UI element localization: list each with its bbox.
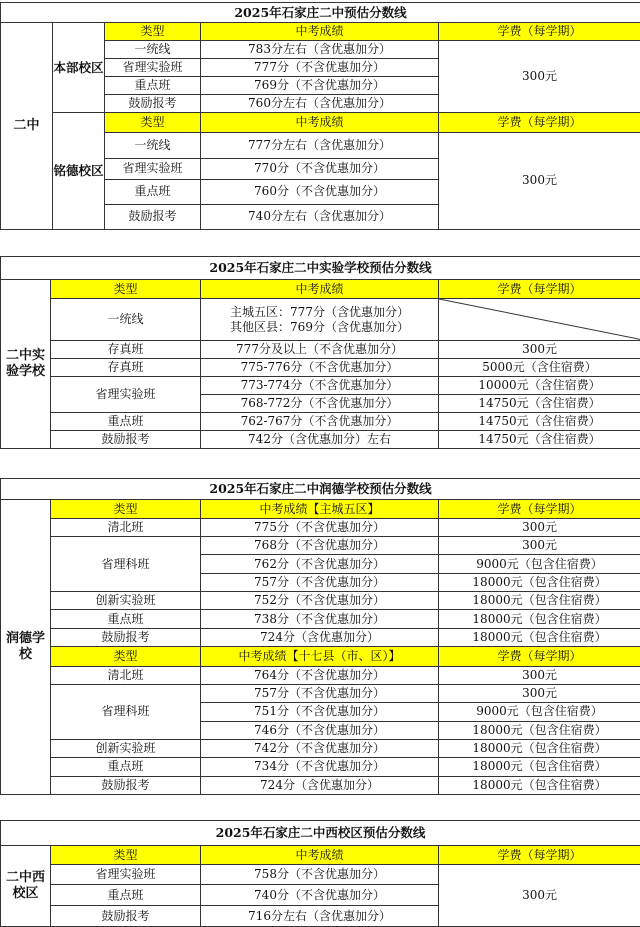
type-cell: 重点班: [51, 610, 201, 628]
type-cell: 存真班: [51, 340, 201, 358]
score-line-other-districts: 其他区县：769分（含优惠加分）: [230, 319, 409, 334]
fee-cell: 18000元（包含住宿费）: [439, 758, 640, 776]
header-score: 中考成绩: [201, 280, 439, 299]
score-cell: 757分（不含优惠加分）: [201, 684, 439, 702]
type-cell: 重点班: [105, 179, 201, 204]
score-cell: [201, 299, 439, 340]
type-cell: 一统线: [51, 299, 201, 340]
fee-cell: 10000元（含住宿费）: [439, 376, 640, 394]
score-cell: 760分左右（含优惠加分）: [201, 95, 439, 113]
header-type: 类型: [105, 113, 201, 132]
type-cell: 重点班: [105, 77, 201, 95]
score-cell: 724分（含优惠加分）: [201, 628, 439, 646]
table-runde: [0, 478, 640, 795]
type-cell: 清北班: [51, 666, 201, 684]
table-title: 2025年石家庄二中西校区预估分数线: [1, 821, 640, 846]
score-cell: 770分（不含优惠加分）: [201, 158, 439, 179]
type-cell: 鼓励报考: [105, 95, 201, 113]
table-title: 2025年石家庄二中实验学校预估分数线: [1, 257, 640, 280]
table-xixiaoqu: [0, 820, 640, 927]
score-cell: 768分（不含优惠加分）: [201, 537, 439, 555]
type-cell: 鼓励报考: [51, 628, 201, 646]
score-cell: 740分（不含优惠加分）: [201, 885, 439, 906]
fee-cell: 18000元（包含住宿费）: [439, 610, 640, 628]
score-cell: 757分（不含优惠加分）: [201, 573, 439, 591]
score-cell: 746分（不含优惠加分）: [201, 721, 439, 739]
type-cell: 一统线: [105, 132, 201, 158]
type-cell: 鼓励报考: [51, 906, 201, 927]
fee-cell: 14750元（含住宿费）: [439, 430, 640, 448]
fee-cell: 18000元（包含住宿费）: [439, 592, 640, 610]
campus-name: 铭德校区: [53, 113, 105, 230]
fee-cell: 300元: [439, 537, 640, 555]
empty-fee-cell: [439, 299, 640, 340]
type-cell: 省理科班: [51, 537, 201, 592]
fee-cell: 18000元（包含住宿费）: [439, 776, 640, 794]
header-score: 中考成绩【主城五区】: [201, 500, 439, 518]
score-cell: 773-774分（不含优惠加分）: [201, 376, 439, 394]
table-erzhong: [0, 2, 640, 230]
score-cell: 738分（不含优惠加分）: [201, 610, 439, 628]
score-cell: 762分（不含优惠加分）: [201, 555, 439, 573]
school-name: 二中实验学校: [1, 280, 51, 449]
header-type: 类型: [51, 647, 201, 666]
header-type: 类型: [51, 280, 201, 299]
header-score: 中考成绩: [201, 846, 439, 865]
header-score: 中考成绩: [201, 23, 439, 41]
score-cell: 752分（不含优惠加分）: [201, 592, 439, 610]
score-cell: 742分（不含优惠加分）: [201, 739, 439, 757]
type-cell: 重点班: [51, 412, 201, 430]
fee-cell: 300元: [439, 518, 640, 536]
score-cell: 764分（不含优惠加分）: [201, 666, 439, 684]
type-cell: 创新实验班: [51, 739, 201, 757]
header-score: 中考成绩【十七县（市、区）】: [201, 647, 439, 666]
type-cell: 省理实验班: [51, 865, 201, 885]
score-cell: 783分左右（含优惠加分）: [201, 41, 439, 59]
type-cell: 省理实验班: [51, 376, 201, 412]
type-cell: 省理实验班: [105, 158, 201, 179]
type-cell: 重点班: [51, 758, 201, 776]
fee-cell: 300元: [439, 340, 640, 358]
diagonal-line: [439, 299, 640, 339]
header-fee: 学费（每学期）: [439, 280, 640, 299]
header-fee: 学费（每学期）: [439, 23, 640, 41]
table-title: 2025年石家庄二中预估分数线: [1, 3, 640, 23]
score-cell: 769分（不含优惠加分）: [201, 77, 439, 95]
type-cell: 省理科班: [51, 684, 201, 739]
type-cell: 鼓励报考: [51, 776, 201, 794]
score-cell: 775分（不含优惠加分）: [201, 518, 439, 536]
school-name: 二中: [1, 23, 53, 230]
score-cell: 777分（不含优惠加分）: [201, 59, 439, 77]
fee-cell: 18000元（包含住宿费）: [439, 739, 640, 757]
score-cell: 740分左右（含优惠加分）: [201, 204, 439, 229]
score-cell: 777分及以上（不含优惠加分）: [201, 340, 439, 358]
score-cell: 777分左右（含优惠加分）: [201, 132, 439, 158]
fee-cell: 300元: [439, 684, 640, 702]
score-cell: 751分（不含优惠加分）: [201, 703, 439, 721]
type-cell: 清北班: [51, 518, 201, 536]
type-cell: 存真班: [51, 358, 201, 376]
score-cell: 775-776分（不含优惠加分）: [201, 358, 439, 376]
type-cell: 鼓励报考: [105, 204, 201, 229]
score-cell: 768-772分（不含优惠加分）: [201, 394, 439, 412]
fee-cell: 18000元（包含住宿费）: [439, 721, 640, 739]
fee-cell: 300元: [439, 865, 640, 927]
type-cell: 一统线: [105, 41, 201, 59]
header-fee: 学费（每学期）: [439, 113, 640, 132]
table-shiyan: [0, 256, 640, 449]
campus-name: 本部校区: [53, 23, 105, 113]
header-score: 中考成绩: [201, 113, 439, 132]
score-cell: 734分（不含优惠加分）: [201, 758, 439, 776]
fee-cell: 300元: [439, 132, 640, 229]
header-fee: 学费（每学期）: [439, 647, 640, 666]
fee-cell: 14750元（含住宿费）: [439, 394, 640, 412]
score-cell: 762-767分（不含优惠加分）: [201, 412, 439, 430]
fee-cell: 18000元（包含住宿费）: [439, 573, 640, 591]
score-cell: 724分（含优惠加分）: [201, 776, 439, 794]
score-cell: 760分（不含优惠加分）: [201, 179, 439, 204]
type-cell: 省理实验班: [105, 59, 201, 77]
fee-cell: 300元: [439, 666, 640, 684]
type-cell: 重点班: [51, 885, 201, 906]
score-line-main-districts: 主城五区：777分（含优惠加分）: [230, 304, 409, 319]
type-cell: 创新实验班: [51, 592, 201, 610]
header-type: 类型: [51, 500, 201, 518]
score-cell: 742分（含优惠加分）左右: [201, 430, 439, 448]
score-cell: 758分（不含优惠加分）: [201, 865, 439, 885]
table-title: 2025年石家庄二中润德学校预估分数线: [1, 479, 640, 500]
score-cell: 716分左右（含优惠加分）: [201, 906, 439, 927]
fee-cell: 9000元（包含住宿费）: [439, 703, 640, 721]
fee-cell: 5000元（含住宿费）: [439, 358, 640, 376]
fee-cell: 9000元（包含住宿费）: [439, 555, 640, 573]
school-name: 二中西校区: [1, 846, 51, 927]
fee-cell: 18000元（包含住宿费）: [439, 628, 640, 646]
header-type: 类型: [105, 23, 201, 41]
header-fee: 学费（每学期）: [439, 500, 640, 518]
fee-cell: 14750元（含住宿费）: [439, 412, 640, 430]
fee-cell: 300元: [439, 41, 640, 113]
type-cell: 鼓励报考: [51, 430, 201, 448]
school-name: 润德学校: [1, 500, 51, 795]
header-fee: 学费（每学期）: [439, 846, 640, 865]
header-type: 类型: [51, 846, 201, 865]
